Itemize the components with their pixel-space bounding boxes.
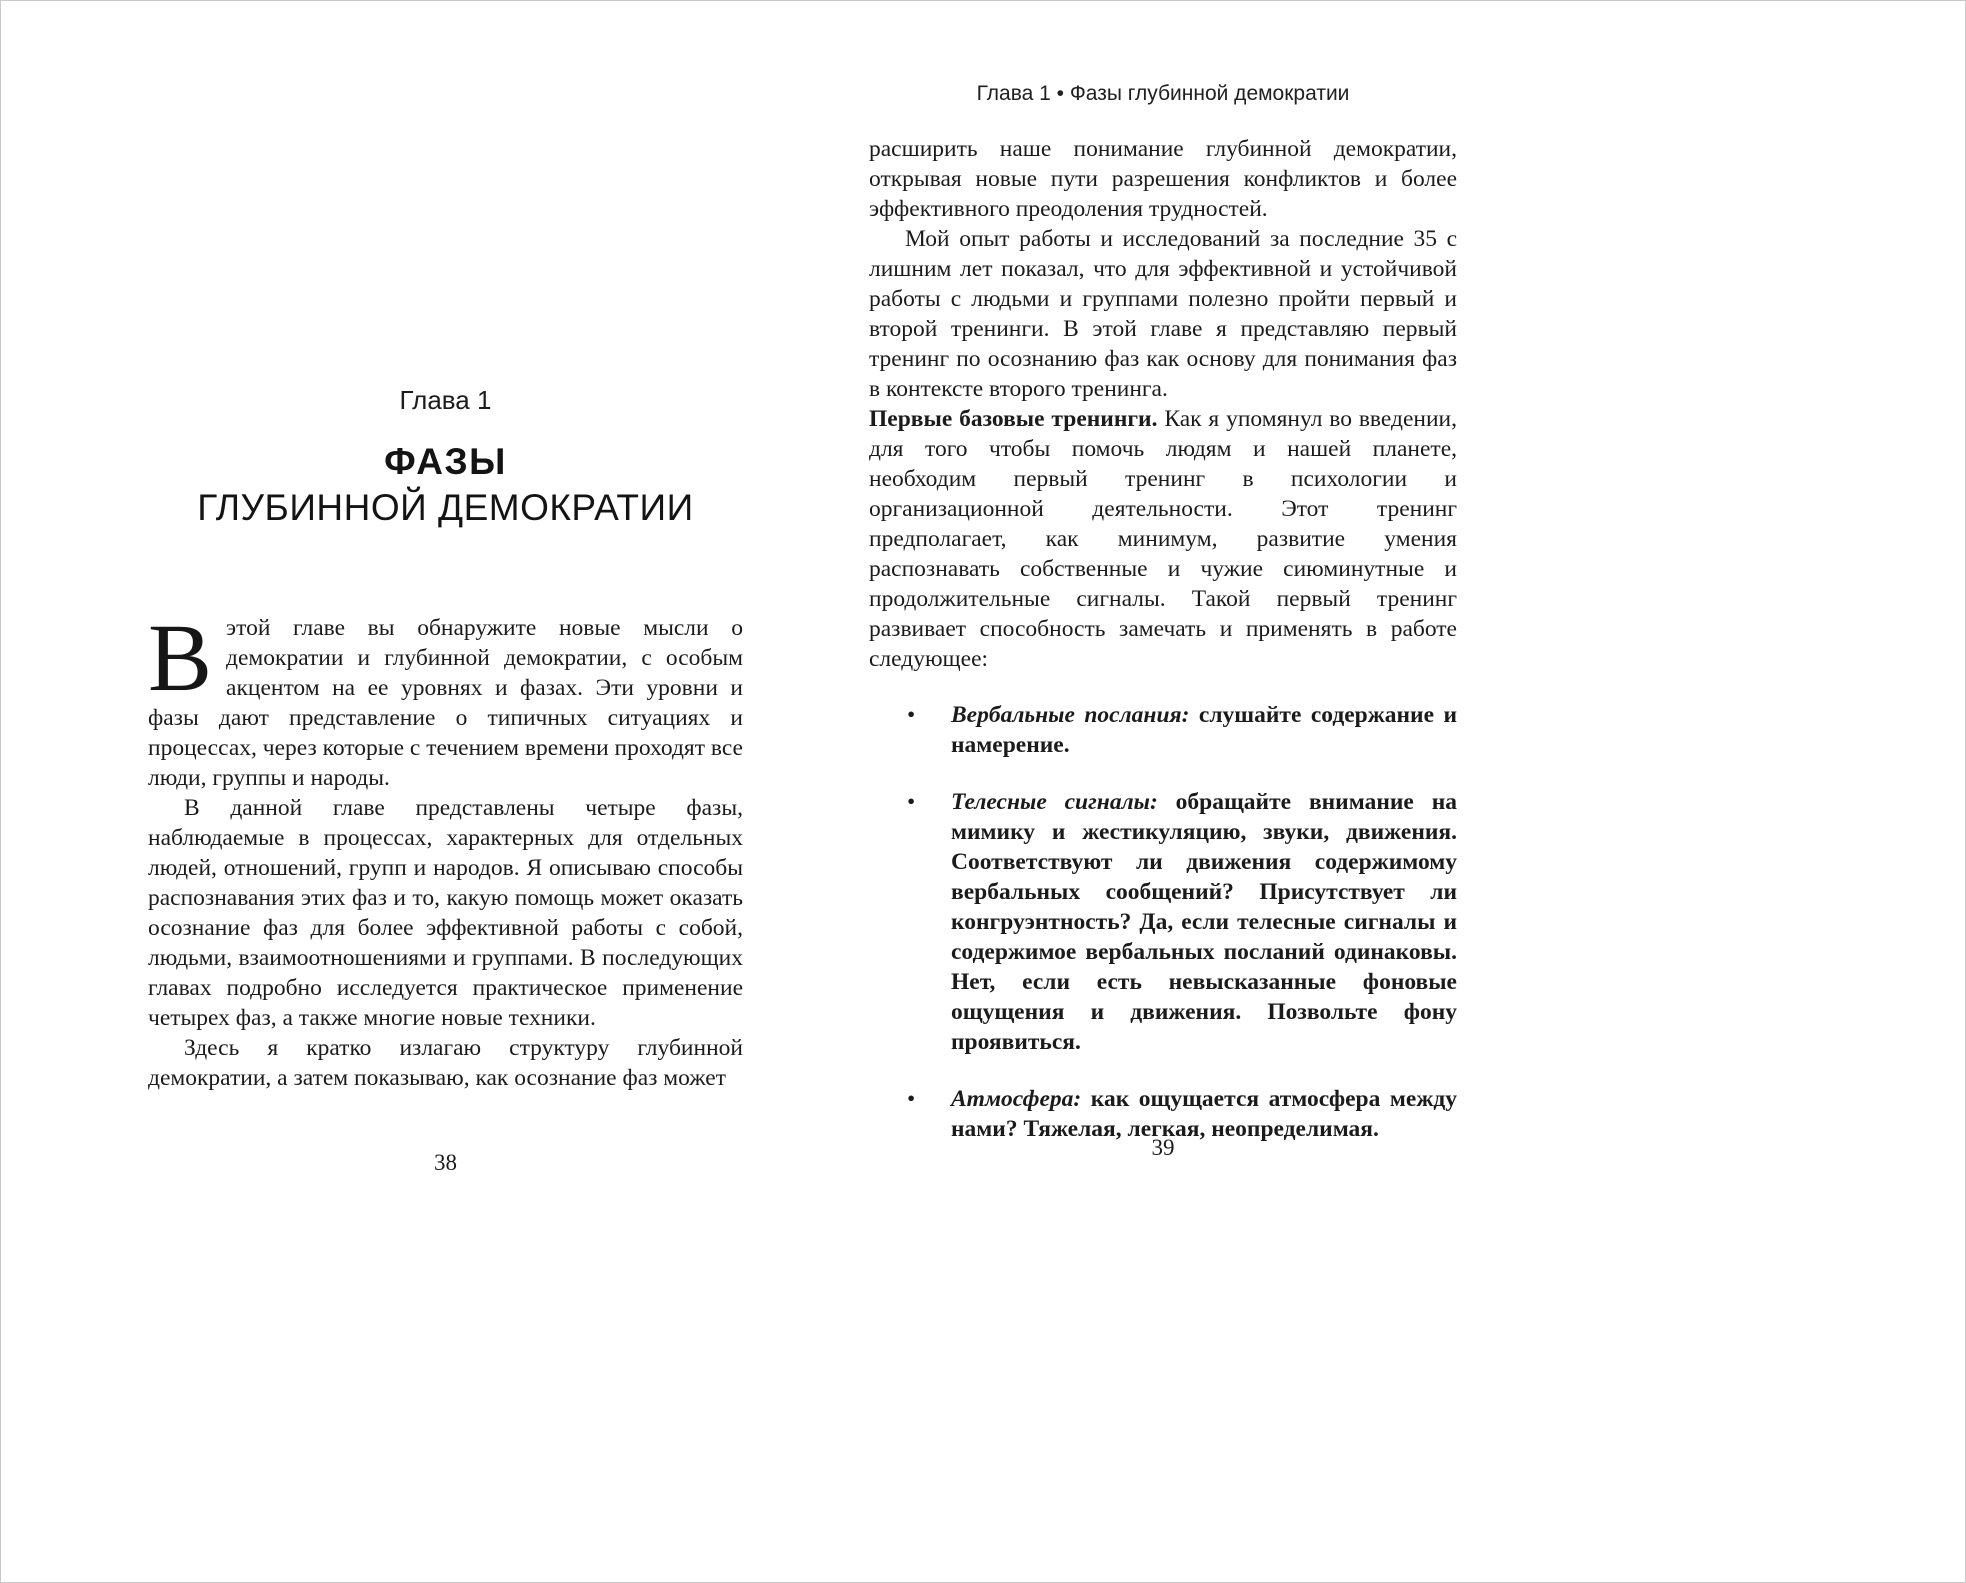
bullet-list (869, 700, 1457, 1144)
drop-cap: В (148, 604, 213, 711)
book-title (148, 439, 743, 531)
right-page (869, 1, 1457, 1582)
bullet-lead: Атмосфера: (951, 1086, 1082, 1112)
page-number-right: 39 (1151, 1135, 1175, 1160)
bullet-icon: • (907, 1086, 916, 1112)
bullet-text: обращайте внимание на мимику и жестикуляцию, звуки, движения. Соответствуют ли движения содержимому вербальных сообщений? Присутствует ли конгруэнтность? Да, если телесные сигналы и содержимое вербальных посланий одинаковы. Нет, если есть невысказанные фоновые ощущения и движения. Позвольте фону проявиться. (951, 789, 1457, 1055)
book-title-line2: ГЛУБИННОЙ ДЕМОКРАТИИ (197, 487, 694, 528)
left-page-body (148, 604, 743, 1093)
book-title-line1: ФАЗЫ (384, 441, 507, 482)
paragraph-dropcap (148, 604, 743, 793)
paragraph-text: Как я упомянул во введении, для того чтобы помочь людям и нашей планете, необходим первый тренинг в психологии и организационной деятельности. Этот тренинг предполагает, как минимум, развитие умения распознавать собственные и чужие сиюминутные и продолжительные сигналы. Такой первый тренинг развивает способность замечать и применять в работе следующее: (869, 406, 1458, 672)
bullet-icon: • (907, 702, 916, 728)
paragraph-text: этой главе вы обнаружите новые мысли о демократии и глубинной демократии, с особым акцентом на ее уровнях и фазах. Эти уровни и фазы дают представление о типичных ситуациях и процессах, через которые с течением времени проходят все люди, группы и народы. (148, 615, 743, 791)
running-header: Глава 1 • Фазы глубинной демократии (976, 82, 1350, 105)
page-number-left: 38 (434, 1150, 457, 1175)
bullet-text: как ощущается атмосфера между нами? Тяжелая, легкая, неопределимая. (951, 1086, 1457, 1142)
paragraph: Мой опыт работы и исследований за последние 35 с лишним лет показал, что для эффективной и устойчивой работы с людьми и группами полезно пройти первый и второй тренинги. В этой главе я представляю первый тренинг по осознанию фаз как основу для понимания фаз в контексте второго тренинга. (869, 226, 1457, 402)
paragraph-trainings (869, 404, 1457, 674)
chapter-label: Глава 1 (399, 385, 492, 415)
bullet-item (869, 700, 1457, 760)
left-page (148, 1, 743, 1582)
paragraph: расширить наше понимание глубинной демократии, открывая новые пути разрешения конфликтов и более эффективного преодоления трудностей. (869, 136, 1457, 222)
bullet-item (869, 787, 1457, 1057)
bullet-lead: Телесные сигналы: (951, 789, 1158, 815)
paragraph: В данной главе представлены четыре фазы, наблюдаемые в процессах, характерных для отдельных людей, отношений, групп и народов. Я описываю способы распознавания этих фаз и то, какую помощь может оказать осознание фаз для более эффективной работы с собой, людьми, взаимоотношениями и группами. В последующих главах подробно исследуется практическое применение четырех фаз, а также многие новые техники. (148, 795, 743, 1031)
bullet-lead: Вербальные послания: (951, 702, 1190, 728)
bullet-paragraph (951, 787, 1457, 1057)
paragraph-lead-bold: Первые базовые тренинги. (869, 406, 1158, 432)
paragraph: Здесь я кратко излагаю структуру глубинной демократии, а затем показываю, как осознание фаз может (148, 1035, 743, 1091)
bullet-icon: • (907, 789, 916, 815)
bullet-paragraph (951, 700, 1457, 760)
bullet-text: слушайте содержание и намерение. (951, 702, 1457, 758)
right-page-body (869, 134, 1457, 1144)
